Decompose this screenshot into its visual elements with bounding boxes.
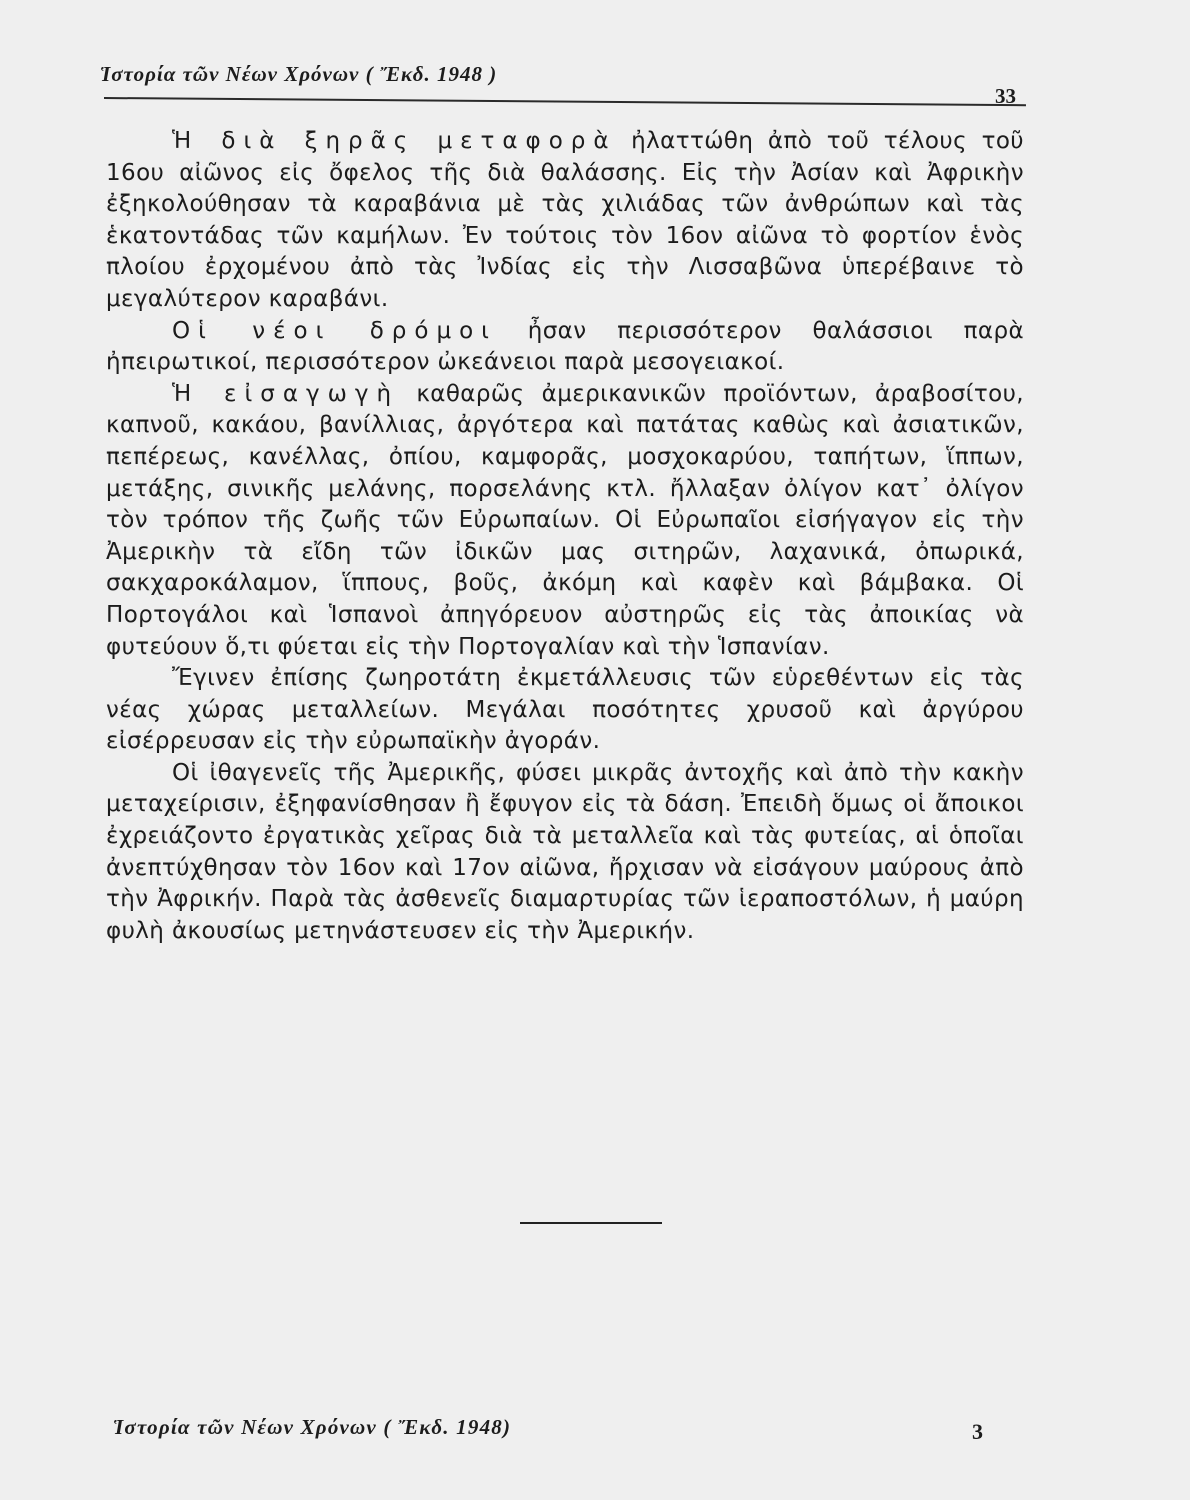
paragraph-text: ἠλαττώθη ἀπὸ τοῦ τέλους τοῦ 16ου αἰῶνος εἰς ὄφελος τῆς διὰ θαλάσσης. Εἰς τὴν Ἀσίαν καὶ Ἀφρικὴν ἐξηκολούθησαν τὰ καραβάνια μὲ τὰς χιλιάδας τῶν ἀνθρώπων καὶ τὰς ἑκατοντάδας τῶν καμήλων. Ἐν τούτοις τὸν 16ον αἰῶνα τὸ φορτίον ἑνὸς πλοίου ἐρχομένου ἀπὸ τὰς Ἰνδίας εἰς τὴν Λισσαβῶνα ὑπερέβαινε τὸ μεγαλύτερον καραβάνι. (106, 128, 1024, 312)
page-number: 33 (995, 84, 1016, 108)
footer-title: Ἱστορία τῶν Νέων Χρόνων ( Ἔκδ. 1948) (113, 1415, 512, 1439)
paragraph-text: Ἔγινεν ἐπίσης ζωηροτάτη ἐκμετάλλευσις τῶν εὑρεθέντων εἰς τὰς νέας χώρας μεταλλείων. Μεγάλαι ποσότητες χρυσοῦ καὶ ἀργύρου εἰσέρρευσαν εἰς τὴν εὐρωπαϊκὴν ἀγοράν. (106, 665, 1024, 755)
spaced-term: Ἡ διὰ ξηρᾶς μεταφορὰ (172, 128, 617, 154)
paragraph-text: καθαρῶς ἀμερικανικῶν προϊόντων, ἀραβοσίτου, καπνοῦ, κακάου, βανίλλιας, ἀργότερα καὶ πατάτας καθὼς καὶ ἀσιατικῶν, πεπέρεως, κανέλλας, ὀπίου, καμφορᾶς, μοσχοκαρύου, ταπήτων, ἵππων, μετάξης, σινικῆς μελάνης, πορσελάνης κτλ. ἤλλαξαν ὀλίγον κατ᾽ ὀλίγον τὸν τρόπον τῆς ζωῆς τῶν Εὐρωπαίων. Οἱ Εὐρωπαῖοι εἰσήγαγον εἰς τὴν Ἀμερικὴν τὰ εἴδη τῶν ἰδικῶν μας σιτηρῶν, λαχανικά, ὀπωρικά, σακχαροκάλαμον, ἵππους, βοῦς, ἀκόμη καὶ καφὲν καὶ βάμβακα. Οἱ Πορτογάλοι καὶ Ἱσπανοὶ ἀπηγόρευον αὐστηρῶς εἰς τὰς ἀποικίας νὰ φυτεύουν ὅ,τι φύεται εἰς τὴν Πορτογαλίαν καὶ τὴν Ἱσπανίαν. (106, 380, 1025, 660)
paragraph (106, 379, 1024, 663)
header-rule (104, 97, 1026, 106)
paragraph (106, 126, 1024, 316)
paragraph (106, 316, 1024, 379)
section-end-rule (520, 1222, 662, 1224)
running-header-title: Ἱστορία τῶν Νέων Χρόνων ( Ἔκδ. 1948 ) (100, 62, 498, 86)
footer-page-number: 3 (972, 1419, 983, 1444)
spaced-term: Οἱ νέοι δρόμοι (172, 317, 497, 344)
paragraph-text: Οἱ ἰθαγενεῖς τῆς Ἀμερικῆς, φύσει μικρᾶς ἀντοχῆς καὶ ἀπὸ τὴν κακὴν μεταχείρισιν, ἐξηφανίσθησαν ἢ ἔφυγον εἰς τὰ δάση. Ἐπειδὴ ὅμως οἱ ἄποικοι ἐχρειάζοντο ἐργατικὰς χεῖρας διὰ τὰ μεταλλεῖα καὶ τὰς φυτείας, αἱ ὁποῖαι ἀνεπτύχθησαν τὸν 16ον καὶ 17ον αἰῶνα, ἤρχισαν νὰ εἰσάγουν μαύρους ἀπὸ τὴν Ἀφρικήν. Παρὰ τὰς ἀσθενεῖς διαμαρτυρίας τῶν ἱεραποστόλων, ἡ μαύρη φυλὴ ἀκουσίως μετηνάστευσεν εἰς τὴν Ἀμερικήν. (106, 759, 1024, 944)
spaced-term: Ἡ εἰσαγωγὴ (172, 380, 400, 407)
body-text (106, 126, 1024, 947)
paragraph (106, 663, 1024, 758)
paragraph (106, 758, 1024, 948)
paragraph-text: ἦσαν περισσότερον θαλάσσιοι παρὰ ἠπειρωτικοί, περισσότερον ὠκεάνειοι παρὰ μεσογειακοί. (106, 317, 1025, 376)
